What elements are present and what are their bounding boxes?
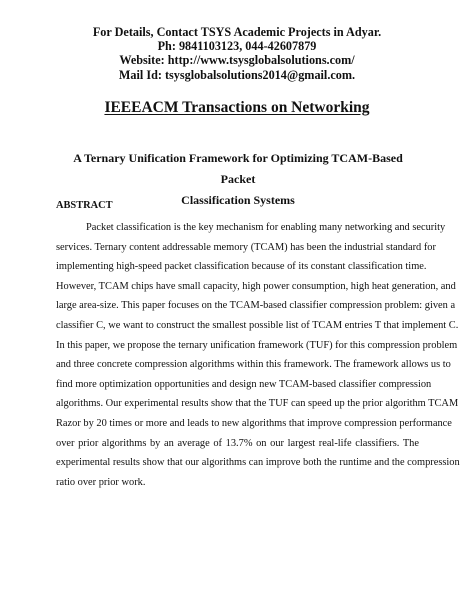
website-line: Website: http://www.tsysglobalsolutions.com/ [119, 53, 355, 68]
abstract-line: In this paper, we propose the ternary unification framework (TUF) for this compression problem [56, 339, 458, 351]
journal-title [0, 99, 474, 117]
mail-line: Mail Id: tsysglobalsolutions2014@gmail.com. [118, 67, 356, 82]
journal-title-text: IEEEACM Transactions on Networking [104, 99, 370, 116]
abstract-heading: ABSTRACT [56, 200, 113, 211]
paper-title-line: Classification Systems [181, 193, 295, 207]
contact-header [0, 25, 474, 82]
abstract-body [56, 218, 460, 492]
abstract-line: implementing high-speed packet classification because of its constant classification time. [56, 261, 427, 273]
abstract-line: large area-size. This paper focuses on the TCAM-based classifier compression problem: given a [56, 300, 456, 312]
abstract-line: classifier C, we want to construct the smallest possible list of TCAM entries T that implement C. [56, 319, 459, 331]
abstract-line: Packet classification is the key mechanism for enabling many networking and security [86, 222, 446, 233]
abstract-line: Razor by 20 times or more and leads to new algorithms that improve compression performance [56, 417, 452, 429]
phone-line: Ph: 9841103123, 044-42607879 [157, 39, 317, 54]
abstract-line: and three concrete compression algorithms within this framework. The framework allows us to [56, 359, 451, 371]
abstract-line: algorithms. Our experimental results show that the TUF can speed up the prior algorithm TCAM [56, 398, 459, 410]
abstract-line: However, TCAM chips have small capacity, high power consumption, high heat generation, and [56, 280, 456, 292]
paper-title-line: A Ternary Unification Framework for Optimizing TCAM-Based Packet [73, 151, 403, 186]
contact-line: For Details, Contact TSYS Academic Projects in Adyar. [92, 25, 382, 39]
abstract-line: experimental results show that our algorithms can improve both the runtime and the compression [56, 457, 460, 469]
abstract-line: services. Ternary content addressable memory (TCAM) has been the industrial standard for [56, 241, 436, 253]
abstract-line: over prior algorithms by an average of 13.7% on our largest real-life classifiers. The [56, 437, 419, 449]
abstract-line: ratio over prior work. [56, 476, 146, 488]
abstract-line: find more optimization opportunities and design new TCAM-based classifier compression [56, 378, 432, 390]
